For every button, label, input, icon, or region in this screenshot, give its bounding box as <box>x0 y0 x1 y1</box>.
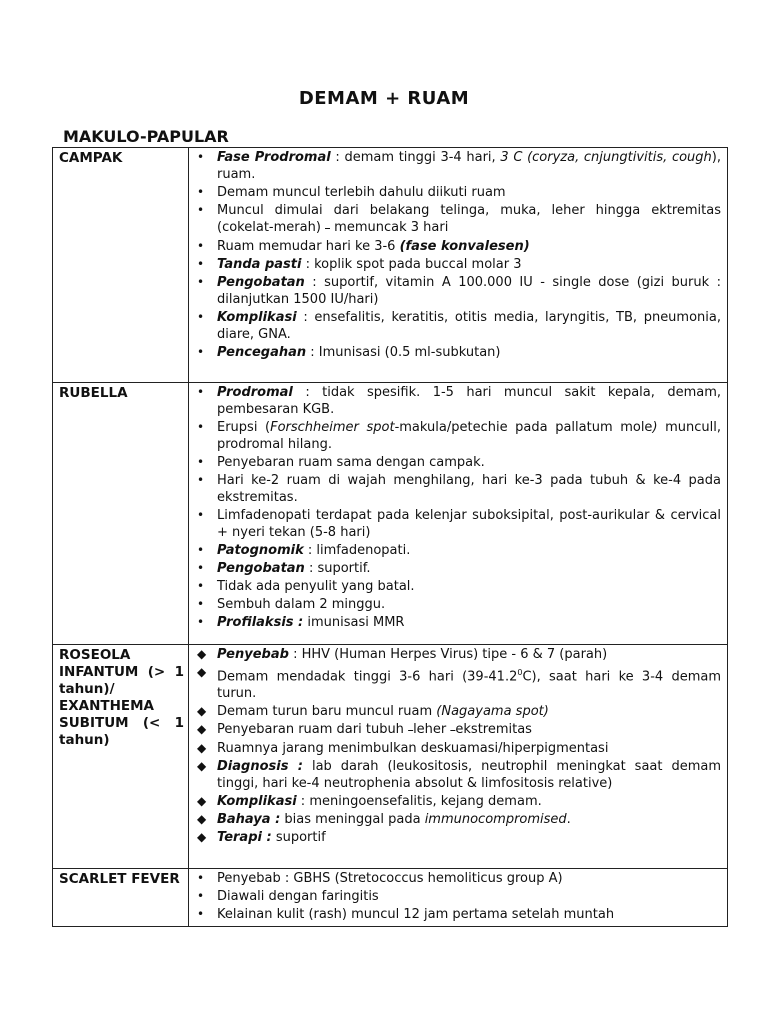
table-row <box>53 148 728 383</box>
bullet-icon: • <box>197 150 205 164</box>
bullet-icon: • <box>197 310 205 324</box>
disease-name: SCARLET FEVER <box>53 869 189 927</box>
bullet-icon: • <box>197 185 205 199</box>
list-item: • Pencegahan : Imunisasi (0.5 ml-subkutan) <box>197 345 501 360</box>
list-item: • Prodromal : tidak spesifik. 1-5 hari muncul sakit kepala, demam, pembesaran KGB. <box>197 385 721 417</box>
table-row <box>53 869 728 927</box>
arrow-icon: ⎯ <box>408 725 414 737</box>
disease-name: RUBELLA <box>53 383 189 645</box>
list-item: • Muncul dimulai dari belakang telinga, muka, leher hingga ektremitas (cokelat-merah) ⎯ memuncak 3 hari <box>197 203 721 235</box>
list-item: • Kelainan kulit (rash) muncul 12 jam pertama setelah muntah <box>197 907 615 922</box>
bullet-icon: • <box>197 907 205 921</box>
bullet-icon: • <box>197 239 205 253</box>
list-item: • Hari ke-2 ruam di wajah menghilang, hari ke-3 pada tubuh & ke-4 pada ekstremitas. <box>197 473 721 505</box>
bullet-icon: • <box>197 385 205 399</box>
list-item: • Penyebab : GBHS (Stretococcus hemoliticus group A) <box>197 871 563 886</box>
bullet-diamond-icon: ◆ <box>197 665 207 679</box>
list-item: • Erupsi (Forschheimer spot-makula/petechie pada pallatum mole) muncull, prodromal hilang. <box>197 420 721 452</box>
list-item: • Patognomik : limfadenopati. <box>197 543 411 558</box>
list-item: • Sembuh dalam 2 minggu. <box>197 597 386 612</box>
list-item: ◆ Diagnosis : lab darah (leukositosis, neutrophil meningkat saat demam tinggi, hari ke-4 neutrophenia absolut & limfositosis relative) <box>197 759 721 792</box>
arrow-icon: ⎯ <box>325 223 331 234</box>
list-item: ◆ Demam turun baru muncul ruam (Nagayama spot) <box>197 704 549 720</box>
bullet-icon: • <box>197 579 205 593</box>
list-item: • Tidak ada penyulit yang batal. <box>197 579 415 594</box>
bullet-icon: • <box>197 543 205 557</box>
bullet-icon: • <box>197 597 205 611</box>
list-item: • Tanda pasti : koplik spot pada buccal molar 3 <box>197 257 522 272</box>
bullet-diamond-icon: ◆ <box>197 759 207 774</box>
list-item: • Pengobatan : suportif, vitamin A 100.000 IU - single dose (gizi buruk : dilanjutkan 1500 IU/hari) <box>197 275 721 307</box>
disease-details <box>189 383 728 645</box>
bullet-icon: • <box>197 615 205 629</box>
bullet-icon: • <box>197 345 205 359</box>
list-item: • Profilaksis : imunisasi MMR <box>197 615 405 630</box>
disease-details <box>189 869 728 927</box>
list-item: ◆ Ruamnya jarang menimbulkan deskuamasi/hiperpigmentasi <box>197 741 609 757</box>
list-item: • Pengobatan : suportif. <box>197 561 371 576</box>
page-title: DEMAM + RUAM <box>298 88 470 109</box>
list-item: • Demam muncul terlebih dahulu diikuti ruam <box>197 185 506 200</box>
bullet-icon: • <box>197 889 205 903</box>
bullet-icon: • <box>197 455 205 469</box>
bullet-icon: • <box>197 473 205 487</box>
bullet-icon: • <box>197 203 205 217</box>
bullet-diamond-icon: ◆ <box>197 812 207 827</box>
disease-name: CAMPAK <box>53 148 189 383</box>
disease-details <box>189 645 728 869</box>
list-item: • Fase Prodromal : demam tinggi 3-4 hari, 3 C (coryza, cnjungtivitis, cough), ruam. <box>197 150 722 182</box>
disease-details <box>189 148 728 383</box>
bullet-diamond-icon: ◆ <box>197 794 207 809</box>
section-title: MAKULO-PAPULAR <box>63 127 229 146</box>
bullet-icon: • <box>197 871 205 885</box>
bullet-diamond-icon: ◆ <box>197 741 207 756</box>
list-item: ◆ Bahaya : bias meninggal pada immunocompromised. <box>197 812 571 828</box>
list-item: • Komplikasi : ensefalitis, keratitis, otitis media, laryngitis, TB, pneumonia, diare, GNA. <box>197 310 721 342</box>
bullet-icon: • <box>197 508 205 522</box>
table-row <box>53 383 728 645</box>
bullet-diamond-icon: ◆ <box>197 647 207 661</box>
bullet-icon: • <box>197 561 205 575</box>
bullet-diamond-icon: ◆ <box>197 704 207 719</box>
bullet-icon: • <box>197 420 205 434</box>
table-row <box>53 645 728 869</box>
list-item: • Ruam memudar hari ke 3-6 (fase konvalesen) <box>197 239 530 254</box>
list-item: ◆ Komplikasi : meningoensefalitis, kejang demam. <box>197 794 542 810</box>
list-item: ◆ Demam mendadak tinggi 3-6 hari (39-41.2$^0$C), saat hari ke 3-4 demam turun. <box>197 665 721 702</box>
list-item: ◆ Terapi : suportif <box>197 830 326 846</box>
list-item: ◆ Penyebab : HHV (Human Herpes Virus) tipe - 6 & 7 (parah) <box>197 647 608 662</box>
disease-name: ROSEOLA INFANTUM (> 1 tahun)/ EXANTHEMA SUBITUM (< 1 tahun) <box>53 645 189 869</box>
bullet-diamond-icon: ◆ <box>197 830 207 845</box>
list-item: • Diawali dengan faringitis <box>197 889 379 904</box>
list-item: • Penyebaran ruam sama dengan campak. <box>197 455 485 470</box>
bullet-diamond-icon: ◆ <box>197 722 207 737</box>
bullet-icon: • <box>197 257 205 271</box>
disease-table <box>52 147 728 927</box>
list-item: ◆ Penyebaran ruam dari tubuh ⎯leher ⎯ekstremitas <box>197 722 532 738</box>
bullet-icon: • <box>197 275 205 289</box>
list-item: • Limfadenopati terdapat pada kelenjar suboksipital, post-aurikular & cervical + nyeri tekan (5-8 hari) <box>197 508 721 540</box>
arrow-icon: ⎯ <box>450 725 456 737</box>
